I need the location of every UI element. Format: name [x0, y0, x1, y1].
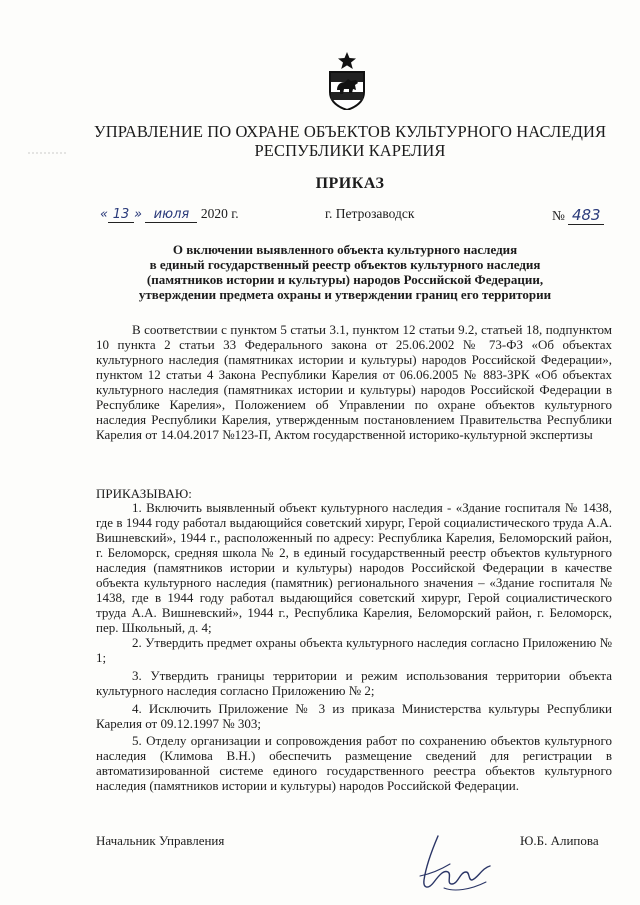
order-number	[552, 206, 604, 225]
order-item-4: 4. Исключить Приложение № 3 из приказа Министерства культуры Республики Карелия от 09.12.1997 № 303;	[96, 701, 612, 731]
preamble-paragraph: В соответствии с пунктом 5 статьи 3.1, пунктом 12 статьи 9.2, статьей 18, подпунктом 10 пункта 2 статьи 33 Федерального закона от 25.06.2002 № 73-ФЗ «Об объектах культурного наследия (памятниках истории и культуры) народов Российской Федерации», пунктом 12 статьи 4 Закона Республики Карелия от 06.06.2005 № 883-ЗРК «Об объектах культурного наследия (памятниках истории и культуры) народов Российской Федерации в Республике Карелия», Положением об Управлении по охране объектов культурного наследия Республики Карелия, утвержденным постановлением Правительства Республики Карелия от 14.04.2017 №123-П, Актом государственной историко-культурной экспертизы	[96, 322, 612, 442]
signatory-position: Начальник Управления	[96, 833, 225, 848]
subject-line-3: (памятников истории и культуры) народов Российской Федерации,	[146, 272, 544, 287]
date-open-quote: «	[100, 207, 109, 222]
date-day: 13	[108, 207, 134, 223]
subject-line-1: О включении выявленного объекта культурного наследия	[172, 242, 518, 257]
organization-name	[60, 122, 640, 160]
order-item-1: 1. Включить выявленный объект культурного наследия - «Здание госпиталя № 1438, где в 1944 году работал выдающийся советский хирург, Герой социалистического труда А.А. Вишневский», 1944 г., расположенный по адресу: Республика Карелия, Беломорский район, г. Беломорск, средняя школа № 2, в единый государственный реестр объектов культурного наследия (памятников истории и культуры) народов Российской Федерации в качестве объекта культурного наследия (памятник) регионального значения – «Здание госпиталя № 1438, где в 1944 году работал выдающийся советский хирург, Герой социалистического труда А.А. Вишневский», 1944 г., Республика Карелия, Беломорский район, г. Беломорск, пер. Школьный, д. 4;	[96, 500, 612, 635]
handwritten-signature-icon	[410, 830, 500, 900]
subject-line-2: в единый государственный реестр объектов культурного наследия	[149, 257, 541, 272]
signatory-name: Ю.Б. Алипова	[520, 833, 599, 848]
org-line-1: УПРАВЛЕНИЕ ПО ОХРАНЕ ОБЪЕКТОВ КУЛЬТУРНОГО НАСЛЕДИЯ	[93, 122, 607, 141]
org-line-2: РЕСПУБЛИКИ КАРЕЛИЯ	[254, 141, 446, 160]
karelia-coat-of-arms-icon	[326, 52, 368, 110]
order-subject	[110, 242, 580, 302]
number-label: №	[552, 208, 565, 223]
order-item-2: 2. Утвердить предмет охраны объекта культурного наследия согласно Приложению № 1;	[96, 635, 612, 665]
order-item-5: 5. Отделу организации и сопровождения работ по сохранению объектов культурного наследия (Климова В.Н.) обеспечить размещение сведений для регистрации в автоматизированной системе единого государственного реестра объектов культурного наследия (памятников истории и культуры) народов Российской Федерации.	[96, 733, 612, 793]
order-item-3: 3. Утвердить границы территории и режим использования территории объекта культурного наследия согласно Приложению № 2;	[96, 668, 612, 698]
date-month: июля	[145, 207, 197, 223]
order-date	[100, 206, 239, 223]
number-value: 483	[568, 206, 604, 225]
date-year: 2020 г.	[200, 206, 239, 221]
order-word: ПРИКАЗЫВАЮ:	[96, 486, 192, 501]
document-type: ПРИКАЗ	[315, 175, 385, 192]
date-close-quote: »	[134, 207, 143, 222]
subject-line-4: утверждении предмета охраны и утверждении границ его территории	[138, 287, 552, 302]
order-city: г. Петрозаводск	[325, 206, 415, 221]
